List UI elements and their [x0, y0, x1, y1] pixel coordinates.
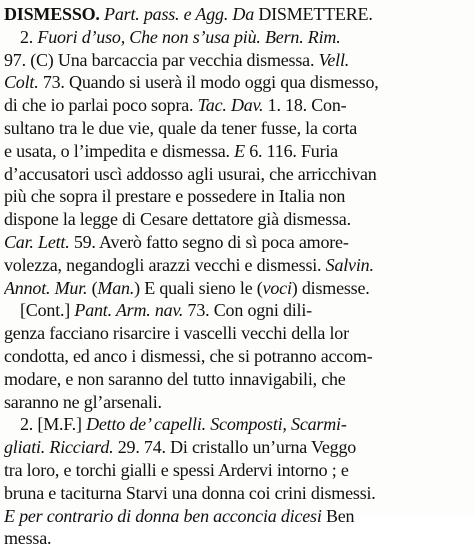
- text-segment: Vell.: [318, 49, 350, 70]
- text-line: [4, 163, 471, 186]
- text-segment: 2. [M.F.]: [20, 414, 87, 435]
- text-segment: 6. 116. Furia: [244, 140, 338, 161]
- text-segment: bruna e taciturna Starvi una donna coi crini dismessi.: [4, 482, 376, 503]
- text-segment: 59. Averò fatto segno di sì poca amore-: [69, 231, 349, 252]
- text-line: [4, 345, 471, 368]
- text-segment: più che sopra il prestare e possedere in Italia non: [4, 186, 346, 207]
- text-line: [4, 208, 471, 231]
- text-segment: d’accusatori uscì addosso agli usurai, che arricchivan: [4, 163, 377, 184]
- text-line: [4, 436, 471, 459]
- text-segment: 73. Con ogni dili-: [183, 300, 312, 321]
- text-segment: Tac. Dav.: [197, 95, 264, 116]
- text-segment: e usata, o l’impedita e dismessa.: [4, 140, 235, 161]
- text-segment: Fuori d’uso, Che non s’usa più. Bern. Rim.: [37, 26, 341, 47]
- text-segment: (: [87, 277, 98, 298]
- text-line: [4, 322, 471, 345]
- text-line: [4, 94, 471, 117]
- text-line: [4, 413, 471, 436]
- text-line: [4, 299, 471, 322]
- text-segment: Colt.: [4, 72, 39, 93]
- text-segment: Salvin.: [325, 254, 374, 275]
- text-segment: dispone la legge di Cesare dettatore già dismessa.: [4, 209, 351, 230]
- text-segment: Man.: [97, 277, 135, 298]
- text-segment: 29. 74. Di cristallo un’urna Veggo: [113, 437, 357, 458]
- dictionary-entry-dismesso: [4, 3, 471, 550]
- text-segment: ) dismesse.: [291, 277, 370, 298]
- text-segment: Car. Lett.: [4, 231, 70, 252]
- text-segment: Ben: [321, 505, 355, 526]
- text-segment: Pant. Arm. nav.: [74, 300, 184, 321]
- text-segment: ) E quali sieno le (: [134, 277, 263, 298]
- text-line: [4, 117, 471, 140]
- text-line: [4, 26, 471, 49]
- text-segment: 1. 18. Con-: [263, 95, 347, 116]
- text-line: [4, 482, 471, 505]
- text-segment: 73. Quando si userà il modo oggi qua dismesso,: [38, 72, 379, 93]
- text-segment: [Cont.]: [20, 300, 75, 321]
- text-line: [4, 185, 471, 208]
- text-line: [4, 254, 471, 277]
- text-segment: modare, e non saranno del tutto innavigabili, che: [4, 368, 346, 389]
- text-segment: E: [234, 140, 245, 161]
- text-segment: genza facciano risarcire i vascelli vecchi della lor: [4, 323, 349, 344]
- text-line: [4, 3, 471, 26]
- text-line: [4, 391, 471, 414]
- text-segment: 2.: [20, 26, 38, 47]
- text-segment: 97. (C) Una barcaccia par vecchia dismessa.: [4, 49, 319, 70]
- text-segment: DISMETTERE.: [254, 4, 373, 24]
- text-segment: E per contrario di donna ben acconcia dicesi: [4, 505, 322, 526]
- text-line: [4, 49, 471, 72]
- text-segment: di che io parlai poco sopra.: [4, 95, 198, 116]
- text-segment: Annot. Mur.: [4, 277, 88, 298]
- text-segment: tra loro, e torchi gialli e spessi Ardervi intorno ; e: [4, 459, 349, 480]
- headword: DISMESSO.: [4, 4, 100, 24]
- text-segment: condotta, ed anco i dismessi, che si potranno accom-: [4, 345, 373, 366]
- text-line: [4, 140, 471, 163]
- text-segment: Part. pass. e Agg. Da: [104, 4, 255, 24]
- text-line: [4, 71, 471, 94]
- text-segment: gliati. Ricciard.: [4, 437, 114, 458]
- text-segment: messa.: [4, 528, 52, 549]
- text-line: [4, 231, 471, 254]
- text-line: [4, 459, 471, 482]
- text-line: [4, 277, 471, 300]
- text-line: [4, 527, 471, 550]
- text-segment: Detto de’ capelli. Scomposti, Scarmi-: [86, 414, 347, 435]
- text-line: [4, 368, 471, 391]
- text-segment: saranno ne gl’arsenali.: [4, 391, 162, 412]
- text-segment: voci: [262, 277, 292, 298]
- text-segment: sultano tra le due vie, quale da tener fusse, la corta: [4, 117, 358, 138]
- text-segment: volezza, negandogli arazzi vecchi e dismessi.: [4, 254, 326, 275]
